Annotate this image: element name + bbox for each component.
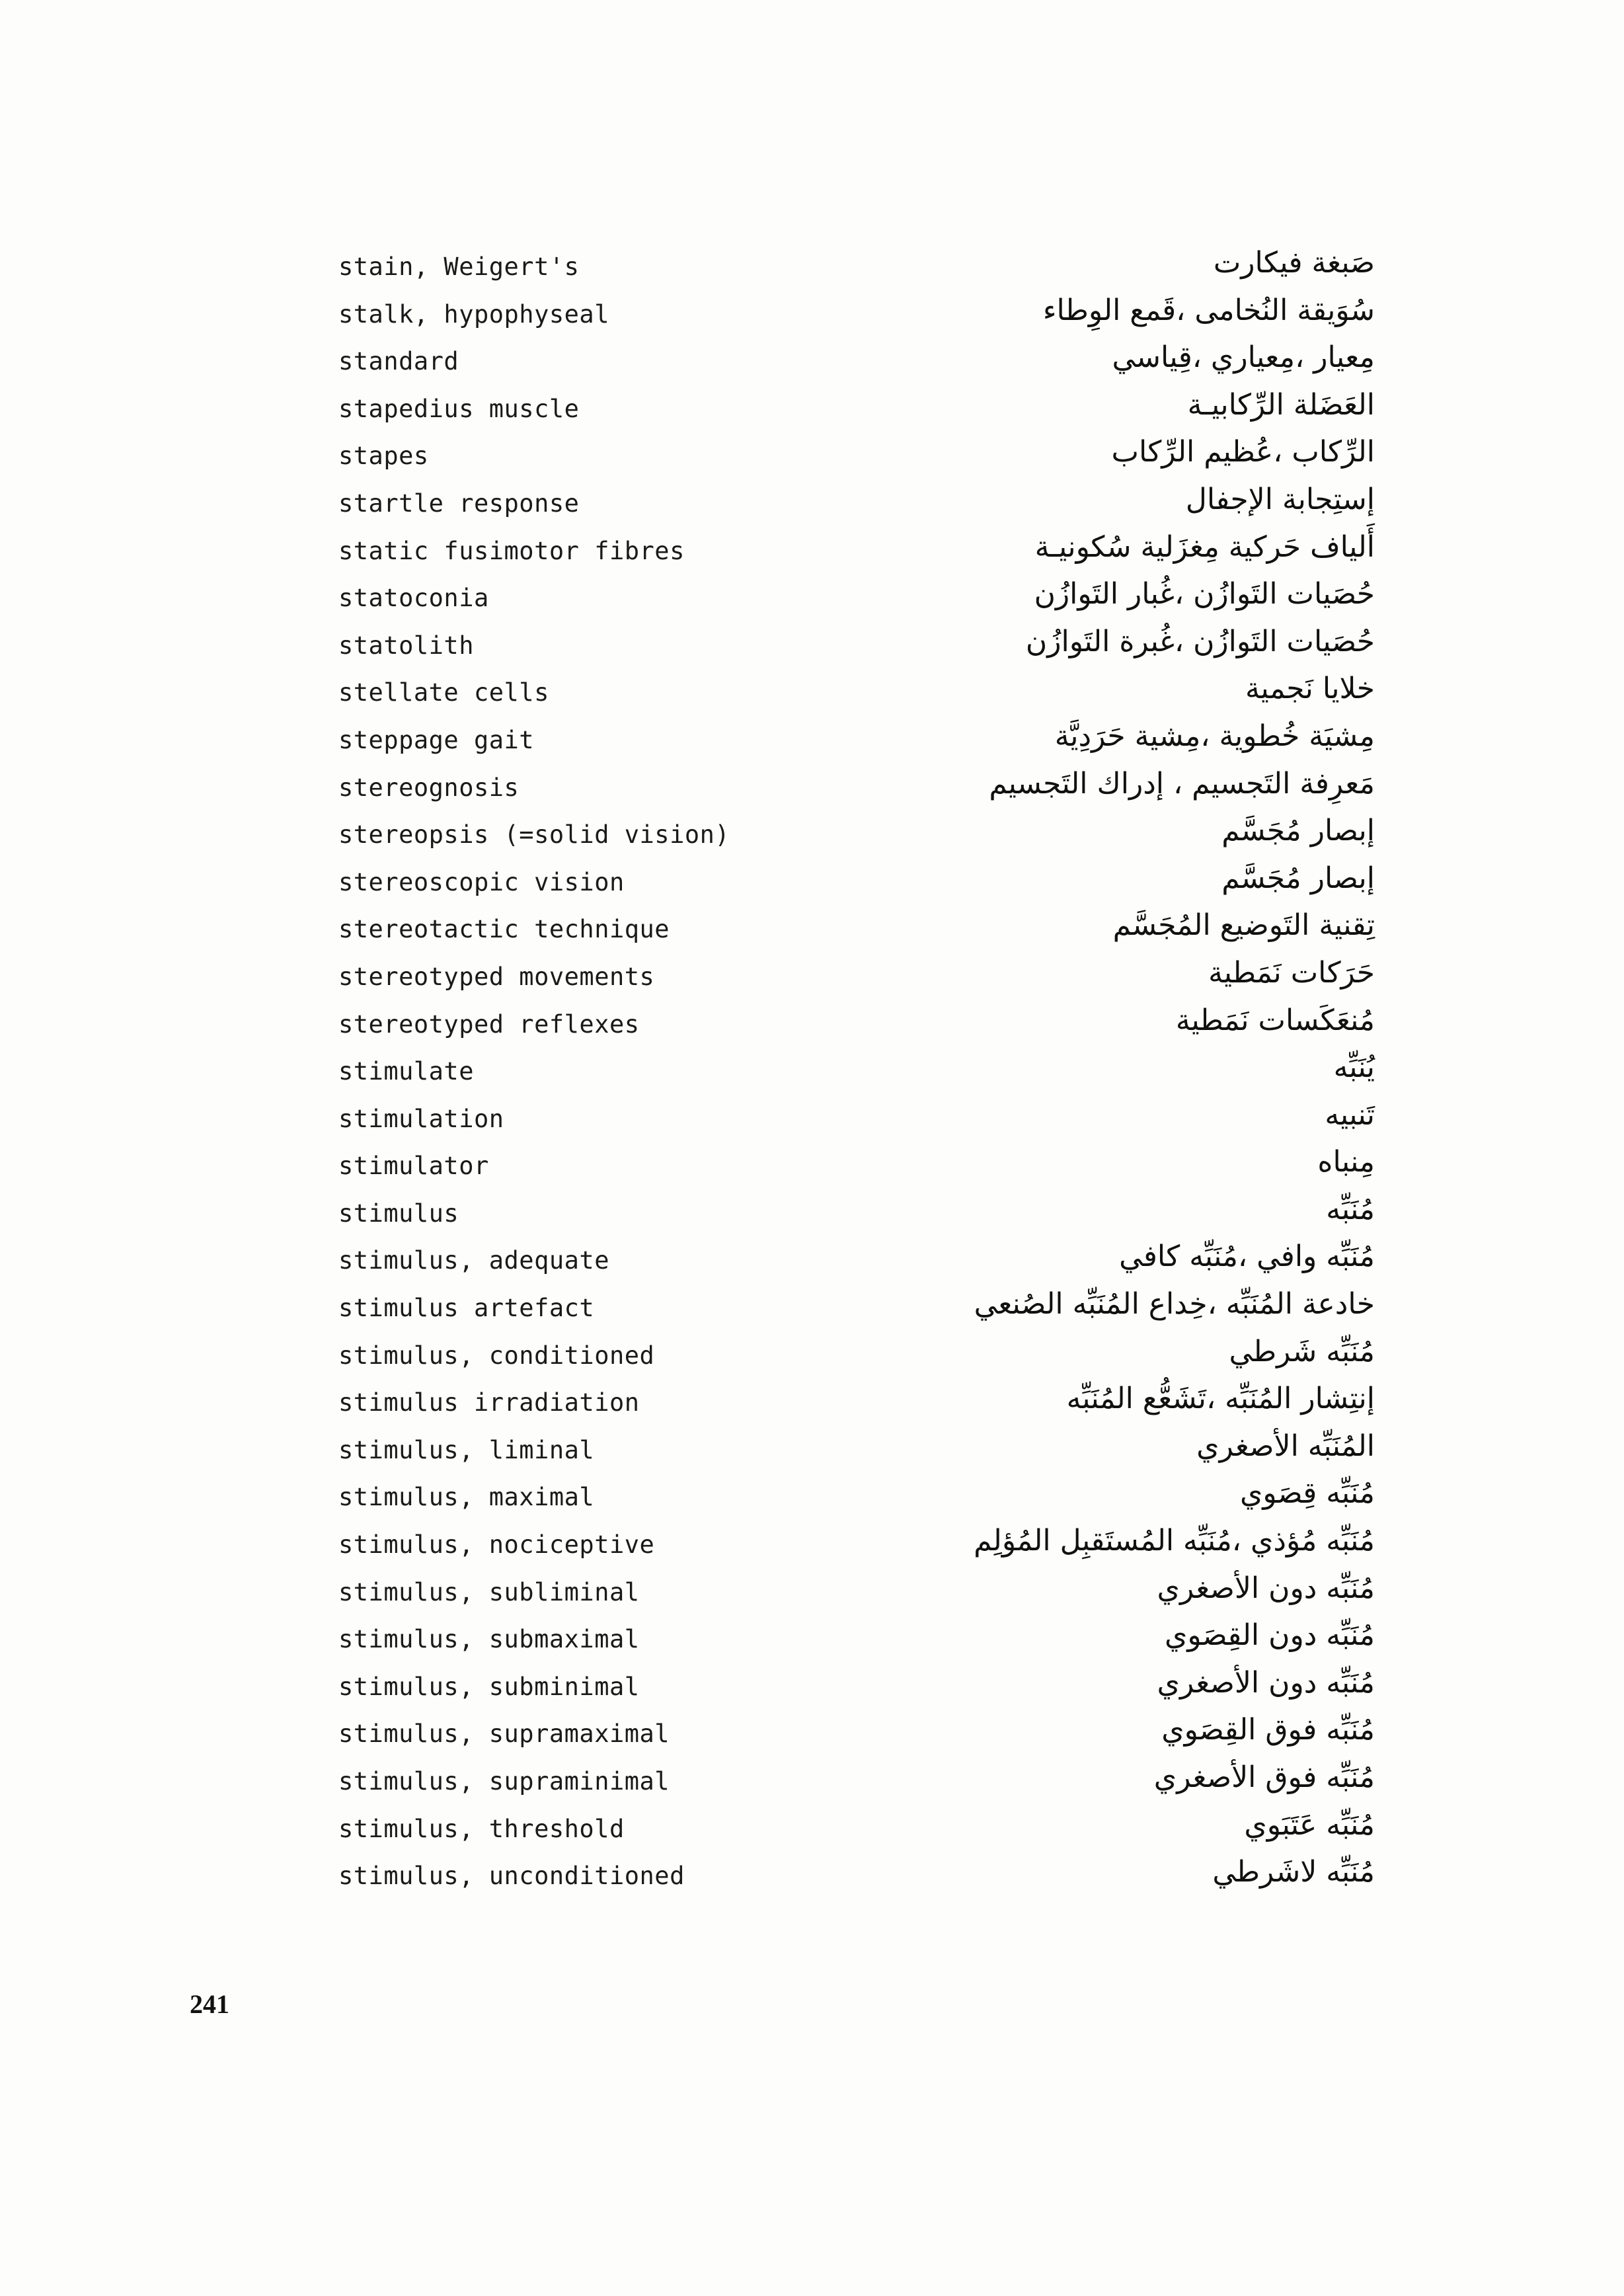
glossary-entry: [330, 1854, 1375, 1901]
english-term: startle response: [338, 489, 580, 518]
glossary-entry: [330, 623, 1375, 671]
english-term: statolith: [338, 631, 474, 660]
arabic-term: تَنبيه: [1325, 1097, 1375, 1132]
glossary-entry: [330, 1097, 1375, 1144]
english-term: stimulus, maximal: [338, 1483, 595, 1512]
english-term: stimulus, subliminal: [338, 1577, 640, 1606]
arabic-term: حَرَكات نَمَطية: [1208, 955, 1375, 990]
arabic-term: مُنَبِّه فوق الأصغري: [1153, 1761, 1375, 1794]
english-term: stereognosis: [338, 773, 520, 802]
arabic-term: الرِّكاب ،عُظيم الرِّكاب: [1111, 435, 1375, 469]
arabic-term: إستِجابة الإجفال: [1185, 482, 1375, 516]
glossary-entry: [330, 576, 1375, 623]
glossary-entry: [330, 718, 1375, 766]
arabic-term: خلايا نَجمية: [1245, 672, 1375, 706]
arabic-term: مُنعَكَسات نَمَطية: [1175, 1003, 1375, 1037]
glossary-entry: [330, 292, 1375, 340]
glossary-entry: [330, 434, 1375, 481]
arabic-term: العَضَلة الرِّكابيـة: [1187, 387, 1375, 422]
glossary-entry: [330, 955, 1375, 1002]
arabic-term: خادعة المُنَبِّه ،خِداع المُنَبِّه الصُنعي: [974, 1287, 1375, 1322]
glossary-entry: [330, 1570, 1375, 1618]
glossary-entry: [330, 670, 1375, 718]
english-term: stimulus artefact: [338, 1294, 595, 1323]
english-term: stimulus, threshold: [338, 1814, 625, 1843]
english-term: stimulate: [338, 1057, 474, 1086]
arabic-term: صَبغة فيكارت: [1213, 246, 1375, 280]
glossary-entry: [330, 860, 1375, 908]
english-term: stereotyped reflexes: [338, 1009, 640, 1039]
english-term: stimulus, supraminimal: [338, 1767, 670, 1796]
glossary-entry: [330, 1617, 1375, 1665]
arabic-term: تِقنية التَوضيع المُجَسَّم: [1112, 908, 1375, 943]
english-term: stereopsis (=solid vision): [338, 820, 730, 850]
english-term: steppage gait: [338, 725, 535, 754]
english-term: stimulus, subminimal: [338, 1672, 640, 1701]
english-term: stimulus, supramaximal: [338, 1720, 670, 1749]
glossary-list: [330, 245, 1375, 1901]
english-term: stimulus: [338, 1199, 459, 1228]
english-term: statoconia: [338, 584, 489, 613]
glossary-entry: [330, 1712, 1375, 1759]
glossary-entry: [330, 1807, 1375, 1854]
arabic-term: إبصار مُجَسَّم: [1221, 814, 1375, 848]
glossary-entry: [330, 529, 1375, 576]
glossary-entry: [330, 812, 1375, 860]
arabic-term: حُصَيات التَوازُن ،غُبرة التَوازُن: [1025, 624, 1375, 658]
arabic-term: مِعيار ،مِعياري ،قِياسي: [1112, 340, 1375, 375]
arabic-term: مُنَبِّه قِصَوي: [1239, 1476, 1375, 1511]
english-term: stellate cells: [338, 678, 549, 707]
glossary-entry: [330, 1380, 1375, 1428]
english-term: stalk, hypophyseal: [338, 299, 609, 329]
glossary-entry: [330, 1238, 1375, 1286]
english-term: stimulus irradiation: [338, 1388, 640, 1417]
glossary-entry: [330, 481, 1375, 529]
glossary-entry: [330, 1428, 1375, 1476]
english-term: stapedius muscle: [338, 394, 580, 423]
glossary-entry: [330, 245, 1375, 292]
arabic-term: إبصار مُجَسَّم: [1221, 861, 1375, 895]
arabic-term: مُنَبِّه فوق القِصَوي: [1161, 1713, 1375, 1747]
glossary-entry: [330, 1002, 1375, 1050]
arabic-term: سُوَيقة النُخامى ،قَمع الوِطاء: [1042, 293, 1375, 327]
english-term: stereotactic technique: [338, 915, 670, 944]
glossary-entry: [330, 1523, 1375, 1570]
english-term: stimulation: [338, 1104, 504, 1133]
english-term: static fusimotor fibres: [338, 536, 685, 565]
english-term: stain, Weigert's: [338, 253, 580, 281]
glossary-entry: [330, 1665, 1375, 1712]
english-term: stapes: [338, 442, 429, 471]
english-term: stimulator: [338, 1152, 489, 1181]
arabic-term: مُنَبِّه: [1326, 1192, 1375, 1226]
arabic-term: مُنَبِّه دون الأصغري: [1157, 1571, 1375, 1605]
english-term: stimulus, adequate: [338, 1246, 609, 1275]
arabic-term: مُنَبِّه مُؤذي ،مُنَبِّه المُستَقبِل المُؤلِم: [974, 1524, 1375, 1558]
english-term: stimulus, nociceptive: [338, 1530, 655, 1560]
arabic-term: مِنباه: [1317, 1145, 1375, 1179]
glossary-entry: [330, 1286, 1375, 1333]
english-term: stimulus, liminal: [338, 1435, 595, 1464]
glossary-entry: [330, 1333, 1375, 1381]
arabic-term: مَعرِفة التَجسيم ، إدراك التَجسيم: [989, 766, 1375, 801]
glossary-entry: [330, 766, 1375, 813]
arabic-term: أَلياف حَركية مِغزَلية سُكونيـة: [1034, 530, 1375, 564]
glossary-entry: [330, 1144, 1375, 1191]
glossary-entry: [330, 1475, 1375, 1523]
english-term: standard: [338, 347, 459, 376]
arabic-term: مُنَبِّه عَتَبَوي: [1244, 1807, 1375, 1842]
english-term: stimulus, submaximal: [338, 1625, 640, 1654]
arabic-term: المُنَبِّه الأصغري: [1196, 1429, 1375, 1463]
arabic-term: مُنَبِّه لاشَرطي: [1212, 1855, 1375, 1889]
glossary-entry: [330, 387, 1375, 434]
english-term: stereoscopic vision: [338, 867, 625, 896]
arabic-term: إنتِشار المُنَبِّه ،تَشَعُّع المُنَبِّه: [1066, 1382, 1375, 1416]
english-term: stimulus, unconditioned: [338, 1862, 685, 1891]
arabic-term: مُنَبِّه شَرطي: [1229, 1334, 1375, 1368]
arabic-term: مُنَبِّه دون الأصغري: [1157, 1665, 1375, 1700]
glossary-entry: [330, 1759, 1375, 1807]
glossary-entry: [330, 339, 1375, 387]
glossary-entry: [330, 907, 1375, 955]
arabic-term: مُنَبِّه دون القِصَوي: [1164, 1618, 1375, 1653]
arabic-term: يُنَبِّه: [1333, 1050, 1375, 1085]
page-number: 241: [190, 1989, 229, 2019]
english-term: stereotyped movements: [338, 962, 655, 991]
arabic-term: مِشيَة خُطوية ،مِشية حَرَدِيَّة: [1054, 719, 1375, 753]
glossary-entry: [330, 1049, 1375, 1097]
glossary-entry: [330, 1191, 1375, 1239]
english-term: stimulus, conditioned: [338, 1341, 655, 1370]
arabic-term: حُصَيات التَوازُن ،غُبار التَوازُن: [1034, 577, 1375, 612]
arabic-term: مُنَبِّه وافي ،مُنَبِّه كافي: [1119, 1240, 1375, 1274]
